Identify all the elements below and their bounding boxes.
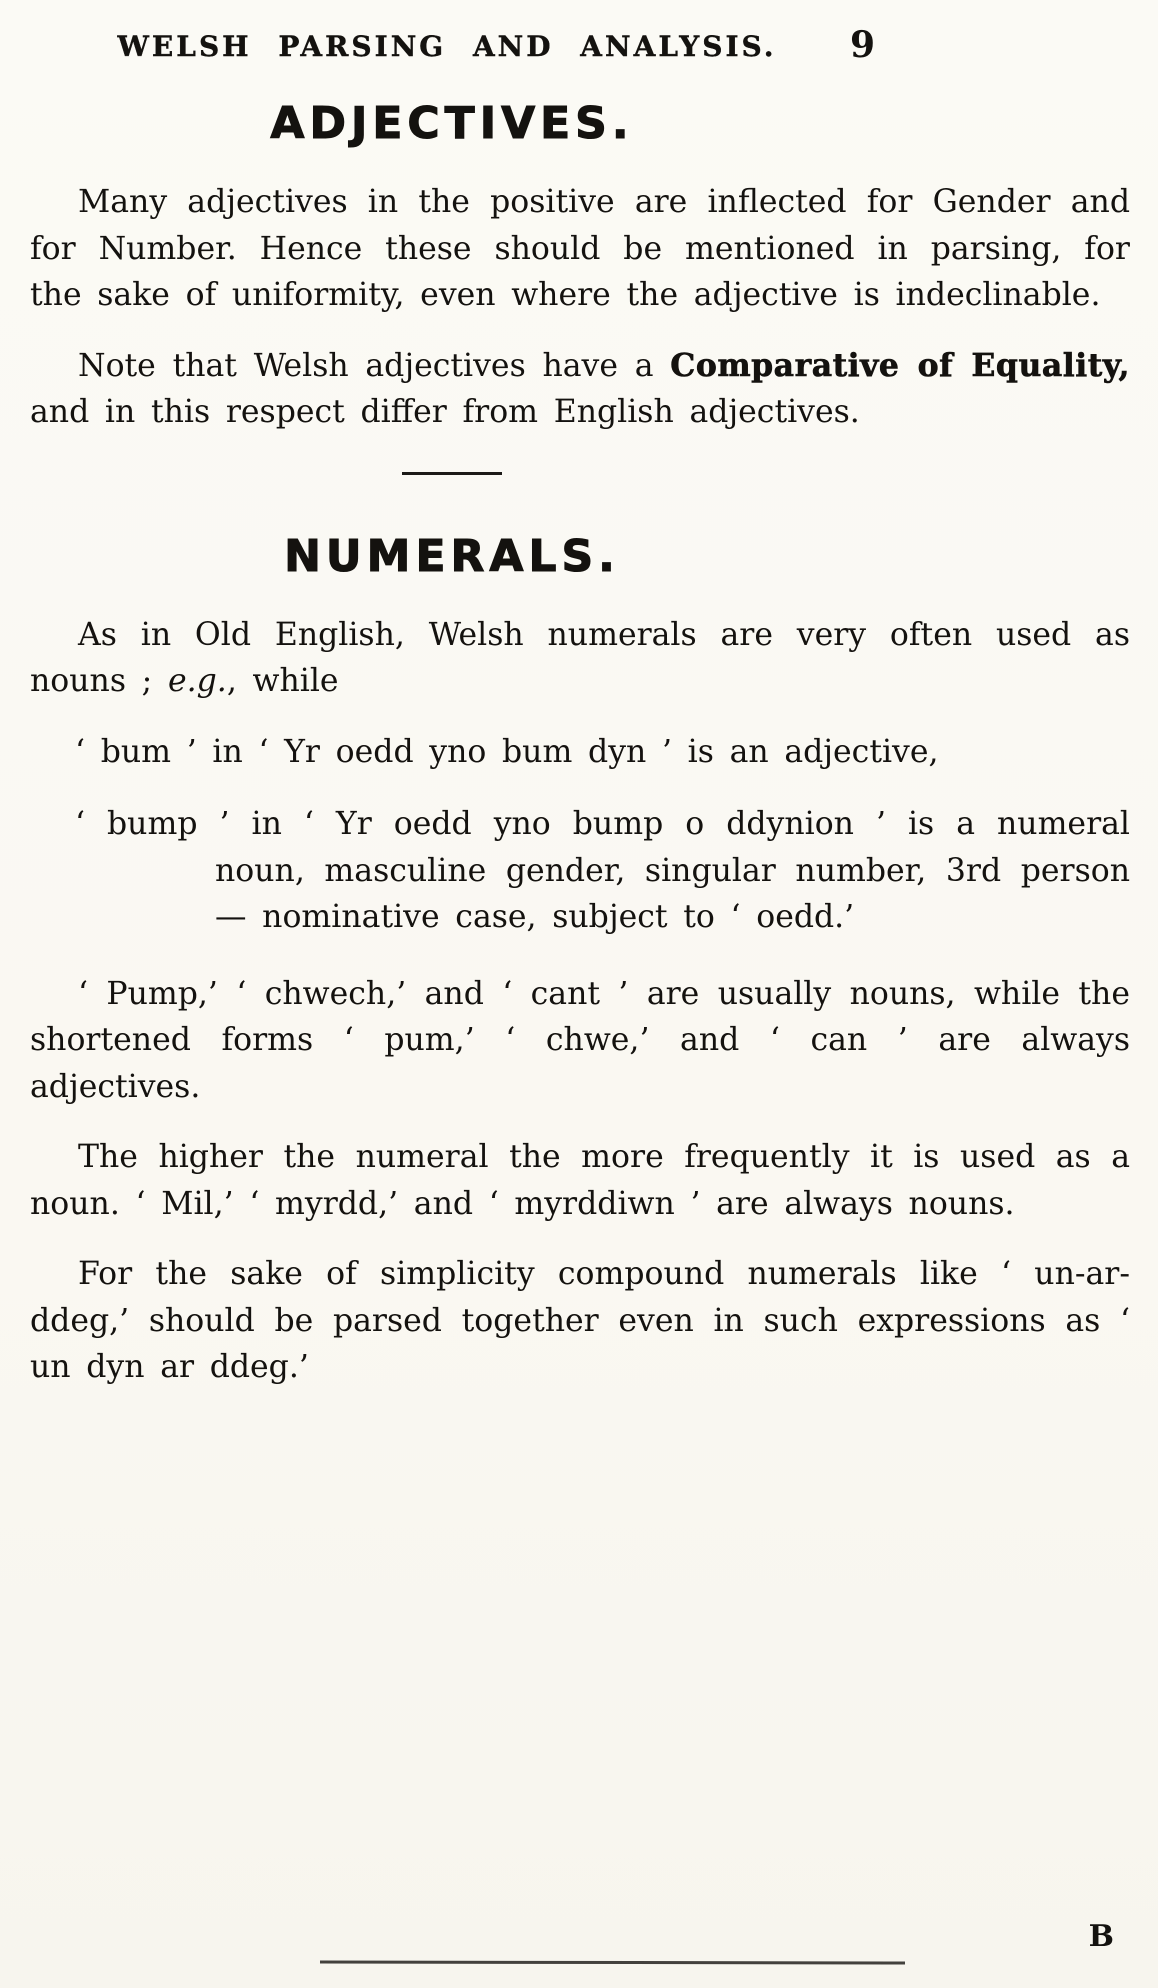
- bold-term-comparative-of-equality: Comparative of Equality,: [670, 346, 1130, 384]
- paragraph-adjectives-inflection: Many adjectives in the positive are inflected for Gender and for Number. Hence these should be mentioned in parsing, for the sake of uniformity, even where the adjective is indeclinable.: [30, 184, 1130, 313]
- paragraph-compound-numerals: For the sake of simplicity compound numerals like ‘ un-ar-ddeg,’ should be parsed together even in such expressions as ‘ un dyn ar ddeg.’: [30, 1256, 1130, 1385]
- paragraph-text-pre: As in Old English, Welsh numerals are very often used as nouns ;: [30, 616, 1130, 699]
- example-bump-numeral-noun: ‘ bump ’ in ‘ Yr oedd yno bump o ddynion ’ is a numeral noun, masculine gender, singular number, 3rd person — nominative case, subject to ‘ oedd.’: [75, 806, 1130, 935]
- running-header-title: WELSH PARSING AND ANALYSIS.: [117, 30, 777, 63]
- paragraph-higher-numerals: The higher the numeral the more frequently it is used as a noun. ‘ Mil,’ ‘ myrdd,’ and ‘ myrddiwn ’ are always nouns.: [30, 1139, 1130, 1222]
- paragraph-text-post: and in this respect differ from English adjectives.: [30, 394, 860, 430]
- section-heading-numerals: NUMERALS.: [284, 530, 620, 582]
- example-bum-adjective: ‘ bum ’ in ‘ Yr oedd yno bum dyn ’ is an adjective,: [75, 733, 939, 770]
- paragraph-text-post: , while: [226, 663, 339, 699]
- page-number: 9: [850, 24, 876, 66]
- paragraph-pump-chwech-cant: ‘ Pump,’ ‘ chwech,’ and ‘ cant ’ are usually nouns, while the shortened forms ‘ pum,’ ‘ chwe,’ and ‘ can ’ are always adjectives.: [30, 975, 1130, 1105]
- printer-signature: B: [1088, 1919, 1114, 1954]
- section-heading-adjectives: ADJECTIVES.: [270, 98, 634, 149]
- italic-term-eg: e.g.: [167, 663, 227, 699]
- page-body: [0, 98, 1158, 1391]
- running-header: [0, 0, 1158, 90]
- paragraph-comparative-of-equality: [30, 343, 1130, 436]
- paragraph-text-pre: Note that Welsh adjectives have a: [78, 347, 671, 384]
- section-divider-rule: [402, 472, 502, 475]
- paragraph-numerals-intro: [30, 612, 1130, 705]
- scan-artifact-line: [320, 1960, 905, 1964]
